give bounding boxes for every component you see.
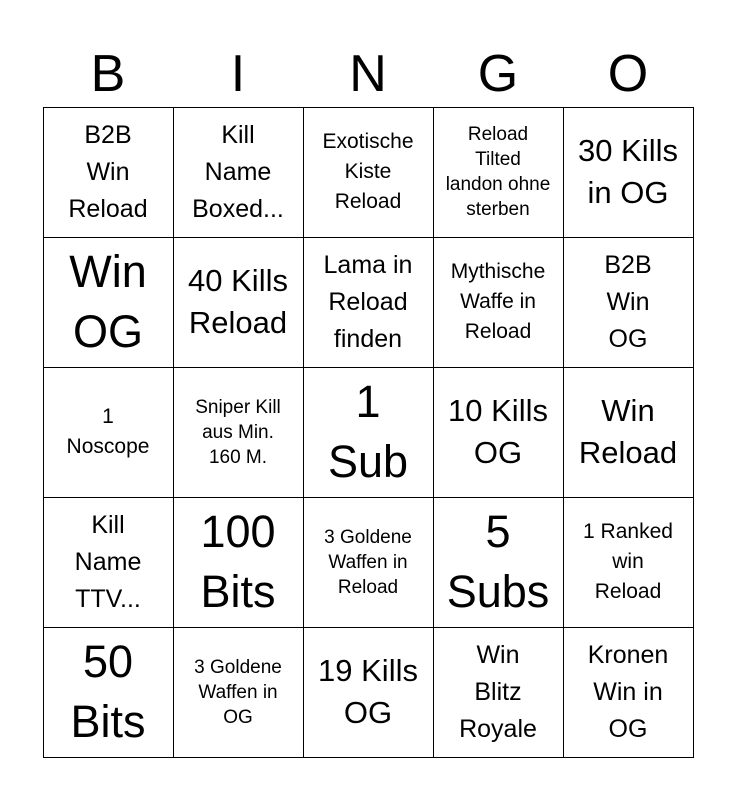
bingo-cell[interactable]: Sniper Kill aus Min. 160 M.	[173, 367, 304, 498]
bingo-cell[interactable]: 19 Kills OG	[303, 627, 434, 758]
header-letter-n: N	[349, 45, 387, 103]
header-letter-i: I	[230, 45, 246, 103]
bingo-cell[interactable]: 1 Ranked win Reload	[563, 497, 694, 628]
bingo-cell[interactable]: 40 Kills Reload	[173, 237, 304, 368]
bingo-cell[interactable]: 100 Bits	[173, 497, 304, 628]
bingo-cell[interactable]: Kill Name Boxed...	[173, 107, 304, 238]
bingo-cell[interactable]: Win Reload	[563, 367, 694, 498]
bingo-cell[interactable]: 5 Subs	[433, 497, 564, 628]
bingo-cell[interactable]: B2B Win Reload	[43, 107, 174, 238]
bingo-cell[interactable]: Kronen Win in OG	[563, 627, 694, 758]
header-letter-g: G	[477, 45, 519, 103]
bingo-cell[interactable]: Win Blitz Royale	[433, 627, 564, 758]
bingo-cell[interactable]: B2B Win OG	[563, 237, 694, 368]
bingo-cell[interactable]: 3 Goldene Waffen in Reload	[303, 497, 434, 628]
bingo-cell[interactable]: Lama in Reload finden	[303, 237, 434, 368]
bingo-cell[interactable]: 1 Sub	[303, 367, 434, 498]
bingo-header	[43, 40, 693, 108]
bingo-cell[interactable]: 3 Goldene Waffen in OG	[173, 627, 304, 758]
header-letter-b: B	[90, 45, 126, 103]
bingo-grid	[43, 107, 693, 757]
bingo-cell[interactable]: Reload Tilted landon ohne sterben	[433, 107, 564, 238]
bingo-cell[interactable]: Kill Name TTV...	[43, 497, 174, 628]
bingo-cell[interactable]: 10 Kills OG	[433, 367, 564, 498]
bingo-cell[interactable]: 30 Kills in OG	[563, 107, 694, 238]
bingo-cell[interactable]: 50 Bits	[43, 627, 174, 758]
bingo-cell[interactable]: Mythische Waffe in Reload	[433, 237, 564, 368]
header-letter-o: O	[607, 45, 649, 103]
bingo-cell[interactable]: Win OG	[43, 237, 174, 368]
bingo-cell[interactable]: 1 Noscope	[43, 367, 174, 498]
bingo-cell[interactable]: Exotische Kiste Reload	[303, 107, 434, 238]
